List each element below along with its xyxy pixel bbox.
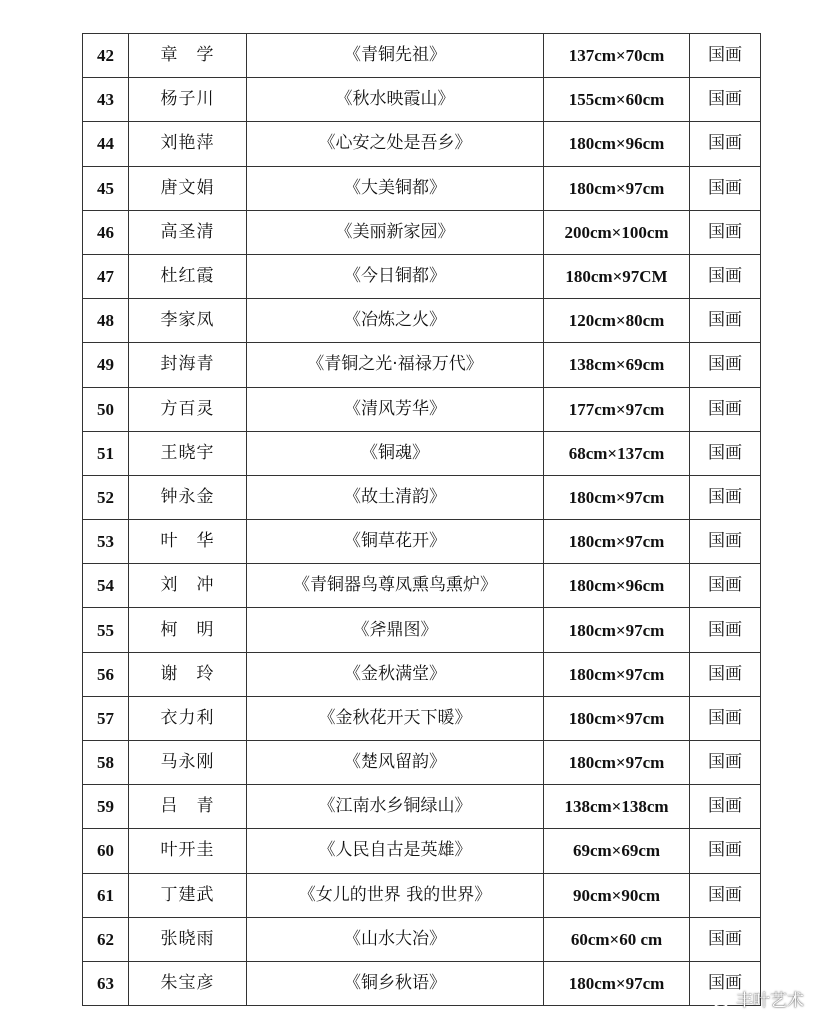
- table-row: [83, 873, 761, 917]
- artwork-size: 60cm×60 cm: [544, 917, 690, 961]
- artwork-type: 国画: [690, 564, 761, 608]
- artist-name: 唐文娟: [129, 166, 247, 210]
- artwork-size: 180cm×96cm: [544, 122, 690, 166]
- artist-name: 丁建武: [129, 873, 247, 917]
- table-row: [83, 696, 761, 740]
- artist-name: 马永刚: [129, 741, 247, 785]
- row-number: 53: [83, 520, 129, 564]
- artwork-title: 《大美铜都》: [247, 166, 544, 210]
- artist-name: 王晓宇: [129, 431, 247, 475]
- row-number: 50: [83, 387, 129, 431]
- artwork-type: 国画: [690, 829, 761, 873]
- table-row: [83, 961, 761, 1005]
- artwork-type: 国画: [690, 741, 761, 785]
- table-row: [83, 608, 761, 652]
- artwork-title: 《美丽新家园》: [247, 210, 544, 254]
- artwork-type: 国画: [690, 696, 761, 740]
- artwork-title: 《今日铜都》: [247, 254, 544, 298]
- artwork-size: 180cm×97cm: [544, 475, 690, 519]
- row-number: 52: [83, 475, 129, 519]
- artwork-size: 155cm×60cm: [544, 78, 690, 122]
- watermark-text: 丰叶艺术: [736, 991, 804, 1011]
- artwork-title: 《铜乡秋语》: [247, 961, 544, 1005]
- row-number: 63: [83, 961, 129, 1005]
- artwork-title: 《人民自古是英雄》: [247, 829, 544, 873]
- artwork-type: 国画: [690, 520, 761, 564]
- artwork-title: 《青铜先祖》: [247, 34, 544, 78]
- artist-name: 高圣清: [129, 210, 247, 254]
- table-row: [83, 34, 761, 78]
- artwork-title: 《清风芳华》: [247, 387, 544, 431]
- artwork-title: 《斧鼎图》: [247, 608, 544, 652]
- artwork-size: 180cm×97cm: [544, 961, 690, 1005]
- row-number: 56: [83, 652, 129, 696]
- table-row: [83, 741, 761, 785]
- row-number: 58: [83, 741, 129, 785]
- artwork-title: 《冶炼之火》: [247, 299, 544, 343]
- artwork-type: 国画: [690, 652, 761, 696]
- table-body: [83, 34, 761, 1006]
- table-row: [83, 520, 761, 564]
- table-row: [83, 343, 761, 387]
- artwork-size: 138cm×138cm: [544, 785, 690, 829]
- artist-name: 刘 冲: [129, 564, 247, 608]
- row-number: 57: [83, 696, 129, 740]
- table-row: [83, 829, 761, 873]
- table-row: [83, 431, 761, 475]
- row-number: 59: [83, 785, 129, 829]
- table-row: [83, 917, 761, 961]
- artwork-type: 国画: [690, 166, 761, 210]
- artwork-type: 国画: [690, 78, 761, 122]
- artwork-type: 国画: [690, 343, 761, 387]
- artist-name: 张晓雨: [129, 917, 247, 961]
- artist-name: 叶 华: [129, 520, 247, 564]
- artwork-type: 国画: [690, 608, 761, 652]
- row-number: 62: [83, 917, 129, 961]
- table-row: [83, 166, 761, 210]
- artwork-title: 《女儿的世界 我的世界》: [247, 873, 544, 917]
- watermark: [704, 986, 804, 1011]
- artwork-type: 国画: [690, 475, 761, 519]
- artist-name: 叶开圭: [129, 829, 247, 873]
- artist-name: 李家凤: [129, 299, 247, 343]
- artwork-title: 《山水大冶》: [247, 917, 544, 961]
- artwork-size: 180cm×97cm: [544, 166, 690, 210]
- row-number: 54: [83, 564, 129, 608]
- artwork-title: 《铜草花开》: [247, 520, 544, 564]
- artwork-title: 《青铜器鸟尊凤熏鸟熏炉》: [247, 564, 544, 608]
- artwork-size: 138cm×69cm: [544, 343, 690, 387]
- row-number: 47: [83, 254, 129, 298]
- artwork-title: 《铜魂》: [247, 431, 544, 475]
- artwork-title: 《秋水映霞山》: [247, 78, 544, 122]
- artist-name: 刘艳萍: [129, 122, 247, 166]
- artwork-size: 180cm×97cm: [544, 696, 690, 740]
- artist-name: 吕 青: [129, 785, 247, 829]
- artist-name: 朱宝彦: [129, 961, 247, 1005]
- artwork-type: 国画: [690, 785, 761, 829]
- row-number: 46: [83, 210, 129, 254]
- artwork-title: 《楚风留韵》: [247, 741, 544, 785]
- artist-name: 章 学: [129, 34, 247, 78]
- artwork-size: 180cm×97cm: [544, 520, 690, 564]
- table-row: [83, 254, 761, 298]
- artwork-size: 137cm×70cm: [544, 34, 690, 78]
- row-number: 48: [83, 299, 129, 343]
- artist-name: 谢 玲: [129, 652, 247, 696]
- artwork-type: 国画: [690, 122, 761, 166]
- artwork-title: 《金秋花开天下暖》: [247, 696, 544, 740]
- artwork-size: 68cm×137cm: [544, 431, 690, 475]
- table-row: [83, 785, 761, 829]
- artwork-type: 国画: [690, 961, 761, 1005]
- artwork-title: 《江南水乡铜绿山》: [247, 785, 544, 829]
- row-number: 42: [83, 34, 129, 78]
- artwork-title: 《金秋满堂》: [247, 652, 544, 696]
- artwork-size: 180cm×97CM: [544, 254, 690, 298]
- row-number: 49: [83, 343, 129, 387]
- artwork-size: 200cm×100cm: [544, 210, 690, 254]
- artist-name: 杜红霞: [129, 254, 247, 298]
- artwork-type: 国画: [690, 873, 761, 917]
- artwork-type: 国画: [690, 254, 761, 298]
- wechat-icon: [704, 989, 730, 1009]
- artwork-size: 180cm×96cm: [544, 564, 690, 608]
- artwork-type: 国画: [690, 431, 761, 475]
- artwork-size: 90cm×90cm: [544, 873, 690, 917]
- artwork-table: [82, 33, 761, 1006]
- artist-name: 杨子川: [129, 78, 247, 122]
- artwork-type: 国画: [690, 34, 761, 78]
- table-row: [83, 564, 761, 608]
- artwork-type: 国画: [690, 210, 761, 254]
- artwork-size: 120cm×80cm: [544, 299, 690, 343]
- artwork-size: 177cm×97cm: [544, 387, 690, 431]
- artwork-type: 国画: [690, 917, 761, 961]
- artwork-type: 国画: [690, 387, 761, 431]
- table-row: [83, 387, 761, 431]
- table-row: [83, 122, 761, 166]
- artist-name: 钟永金: [129, 475, 247, 519]
- row-number: 51: [83, 431, 129, 475]
- row-number: 44: [83, 122, 129, 166]
- artwork-size: 180cm×97cm: [544, 741, 690, 785]
- artwork-type: 国画: [690, 299, 761, 343]
- artwork-title: 《故土清韵》: [247, 475, 544, 519]
- artwork-size: 180cm×97cm: [544, 608, 690, 652]
- table-row: [83, 299, 761, 343]
- table-row: [83, 475, 761, 519]
- row-number: 43: [83, 78, 129, 122]
- artwork-size: 180cm×97cm: [544, 652, 690, 696]
- artwork-size: 69cm×69cm: [544, 829, 690, 873]
- row-number: 55: [83, 608, 129, 652]
- artwork-title: 《心安之处是吾乡》: [247, 122, 544, 166]
- artist-name: 封海青: [129, 343, 247, 387]
- artist-name: 柯 明: [129, 608, 247, 652]
- row-number: 45: [83, 166, 129, 210]
- table-row: [83, 210, 761, 254]
- artwork-title: 《青铜之光·福禄万代》: [247, 343, 544, 387]
- table-row: [83, 78, 761, 122]
- table-row: [83, 652, 761, 696]
- artist-name: 衣力利: [129, 696, 247, 740]
- row-number: 61: [83, 873, 129, 917]
- row-number: 60: [83, 829, 129, 873]
- artist-name: 方百灵: [129, 387, 247, 431]
